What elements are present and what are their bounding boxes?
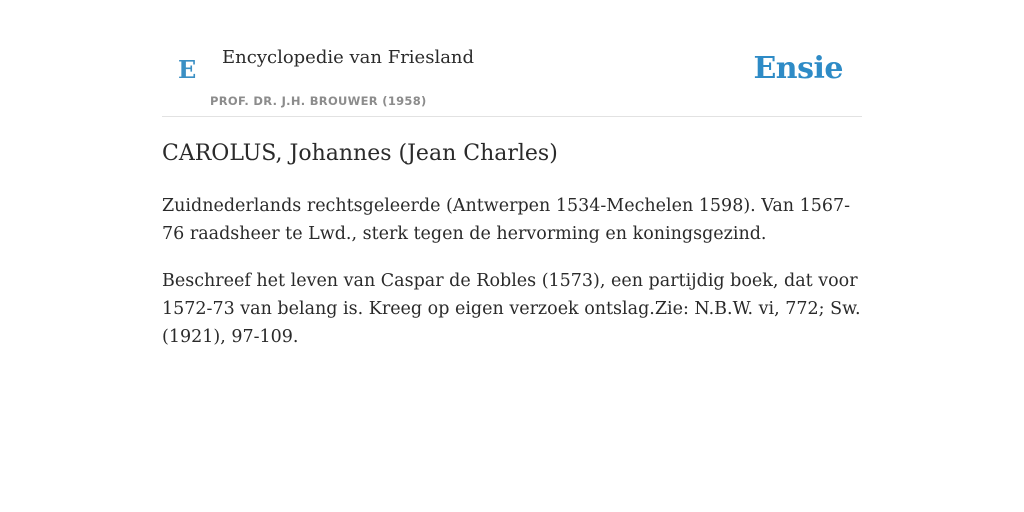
article-title: CAROLUS, Johannes (Jean Charles) xyxy=(162,141,558,166)
encyclopedia-logo[interactable]: E xyxy=(178,55,197,84)
encyclopedia-title-link[interactable]: Encyclopedie van Friesland xyxy=(222,47,475,68)
article-paragraph: Beschreef het leven van Caspar de Robles (1573), een partijdig boek, dat voor 1572-73 van belang is. Kreeg op eigen verzoek ontslag.Zie: N.B.W. vi, 772; Sw. (1921), 97-109. xyxy=(162,271,861,347)
encyclopedia-author: PROF. DR. J.H. BROUWER (1958) xyxy=(210,94,427,108)
ensie-brand-logo[interactable]: Ensie xyxy=(753,51,843,86)
encyclopedia-header xyxy=(162,0,862,117)
page xyxy=(162,0,862,347)
article-paragraph: Zuidnederlands rechtsgeleerde (Antwerpen 1534-Mechelen 1598). Van 1567-76 raadsheer te Lwd., sterk tegen de hervorming en koningsgezind. xyxy=(162,196,851,244)
